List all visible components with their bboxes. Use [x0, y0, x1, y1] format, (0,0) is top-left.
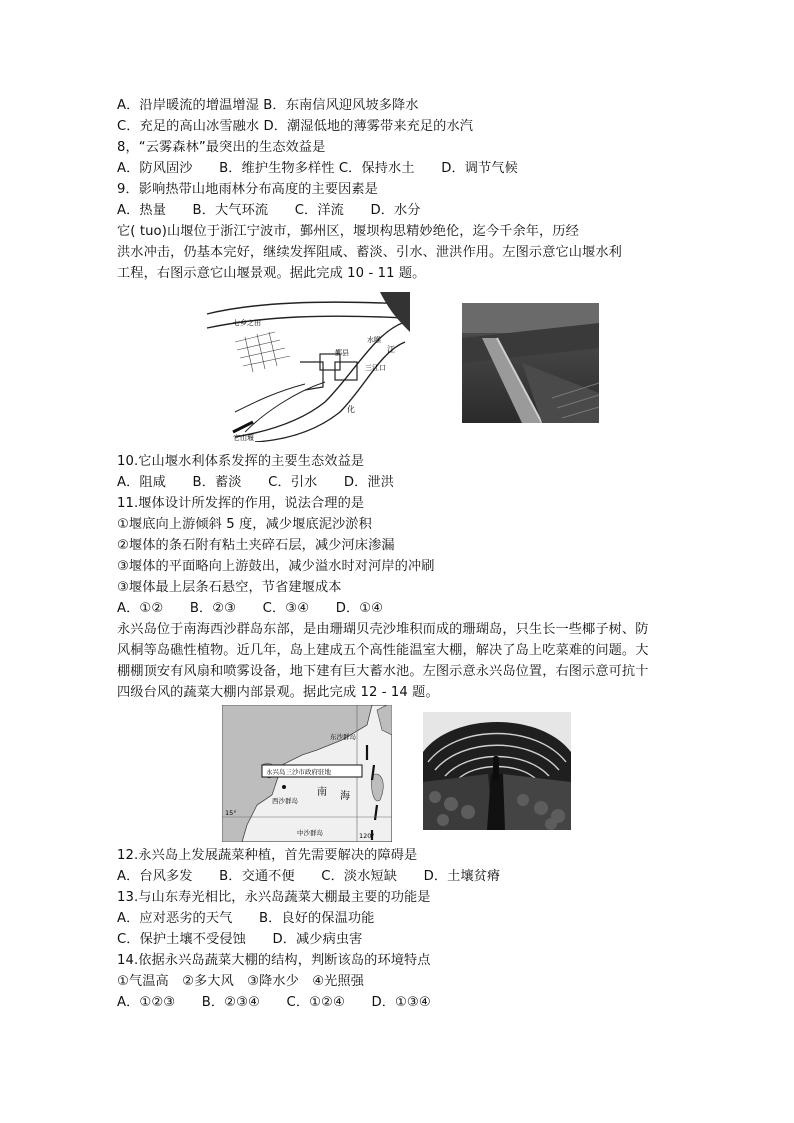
map2-label-lat15: 15°: [225, 809, 237, 817]
map2-label-hai: 海: [340, 791, 350, 802]
tashan-weir-map: [205, 292, 410, 442]
q13-options-line-2: C．保护土壤不受侵蚀 D．减少病虫害: [117, 932, 363, 947]
q8-options: A．防风固沙 B．维护生物多样性 C．保持水土 D．调节气候: [117, 161, 518, 176]
map1-label-jiang: 江: [387, 345, 395, 354]
map2-label-nan: 南: [317, 787, 327, 798]
q12-options: A．台风多发 B．交通不便 C．淡水短缺 D．土壤贫瘠: [117, 869, 501, 884]
q14-items: ①气温高 ②多大风 ③降水少 ④光照强: [117, 974, 365, 989]
q9-options: A．热量 B．大气环流 C．洋流 D．水分: [117, 203, 421, 218]
tashan-weir-photo: [462, 303, 599, 423]
q7-options-line-1: A．沿岸暖流的增温增湿 B．东南信风迎风坡多降水: [117, 98, 419, 113]
map1-label-fields: 七乡之田: [233, 319, 261, 327]
q9-stem: 9．影响热带山地雨林分布高度的主要因素是: [117, 182, 378, 197]
map2-label-zhongsha: 中沙群岛: [297, 829, 323, 837]
passage2-line-1: 永兴岛位于南海西沙群岛东部，是由珊瑚贝壳沙堆积而成的珊瑚岛，只生长一些椰子树、防: [117, 622, 649, 637]
passage2-line-3: 棚棚顶安有风扇和喷雾设备，地下建有巨大蓄水池。左图示意永兴岛位置，右图示意可抗十: [117, 664, 649, 679]
passage1-line-2: 洪水冲击，仍基本完好，继续发挥阻咸、蓄淡、引水、泄洪作用。左图示意它山堰水利: [117, 245, 622, 260]
map2-label-xisha: 西沙群岛: [272, 797, 298, 805]
q10-options: A．阻咸 B．蓄淡 C．引水 D．泄洪: [117, 475, 395, 490]
q7-options-line-2: C．充足的高山冰雪融水 D．潮湿低地的薄雾带来充足的水汽: [117, 119, 474, 134]
q11-item-4: ③堰体最上层条石悬空，节省建堰成本: [117, 580, 342, 595]
q13-options-line-1: A．应对恶劣的天气 B．良好的保温功能: [117, 911, 375, 926]
map1-label-hua: 化: [347, 405, 355, 414]
map1-label-county: 鄞县: [335, 349, 349, 357]
q11-item-2: ②堰体的条石附有粘土夹碎石层，减少河床渗漏: [117, 538, 395, 553]
passage1-line-3: 工程，右图示意它山堰景观。据此完成 10 - 11 题。: [117, 266, 426, 281]
greenhouse-photo: [423, 712, 571, 830]
q8-stem: 8，“云雾森林”最突出的生态效益是: [117, 140, 326, 155]
map1-label-tashan: 它山堰: [233, 434, 254, 442]
map2-label-box: 永兴岛三沙市政府驻地: [266, 768, 331, 776]
map1-label-shuihou: 水喉: [367, 336, 381, 344]
q11-item-1: ①堰底向上游倾斜 5 度，减少堰底泥沙淤积: [117, 517, 372, 532]
passage2-line-4: 四级台风的蔬菜大棚内部景观。据此完成 12 - 14 题。: [117, 685, 439, 700]
map1-label-sanjiangkou: 三江口: [365, 364, 386, 372]
q13-stem: 13.与山东寿光相比，永兴岛蔬菜大棚最主要的功能是: [117, 890, 431, 905]
yongxing-island-map: [222, 705, 392, 842]
q11-stem: 11.堰体设计所发挥的作用，说法合理的是: [117, 496, 365, 511]
q10-stem: 10.它山堰水利体系发挥的主要生态效益是: [117, 454, 365, 469]
passage1-line-1: 它( tuo)山堰位于浙江宁波市，鄞州区，堰坝构思精妙绝伦，迄今千余年，历经: [117, 224, 579, 239]
q14-options: A．①②③ B．②③④ C．①②④ D．①③④: [117, 995, 431, 1010]
map2-label-lon120: 120°: [359, 832, 375, 840]
q11-item-3: ③堰体的平面略向上游鼓出，减少溢水时对河岸的冲刷: [117, 559, 435, 574]
q12-stem: 12.永兴岛上发展蔬菜种植，首先需要解决的障碍是: [117, 848, 418, 863]
passage2-line-2: 风桐等岛礁性植物。近几年，岛上建成五个高性能温室大棚，解决了岛上吃菜难的问题。大: [117, 643, 649, 658]
q11-options: A．①② B．②③ C．③④ D．①④: [117, 601, 384, 616]
q14-stem: 14.依据永兴岛蔬菜大棚的结构，判断该岛的环境特点: [117, 953, 431, 968]
map2-label-dongsha: 东沙群岛: [330, 733, 356, 741]
